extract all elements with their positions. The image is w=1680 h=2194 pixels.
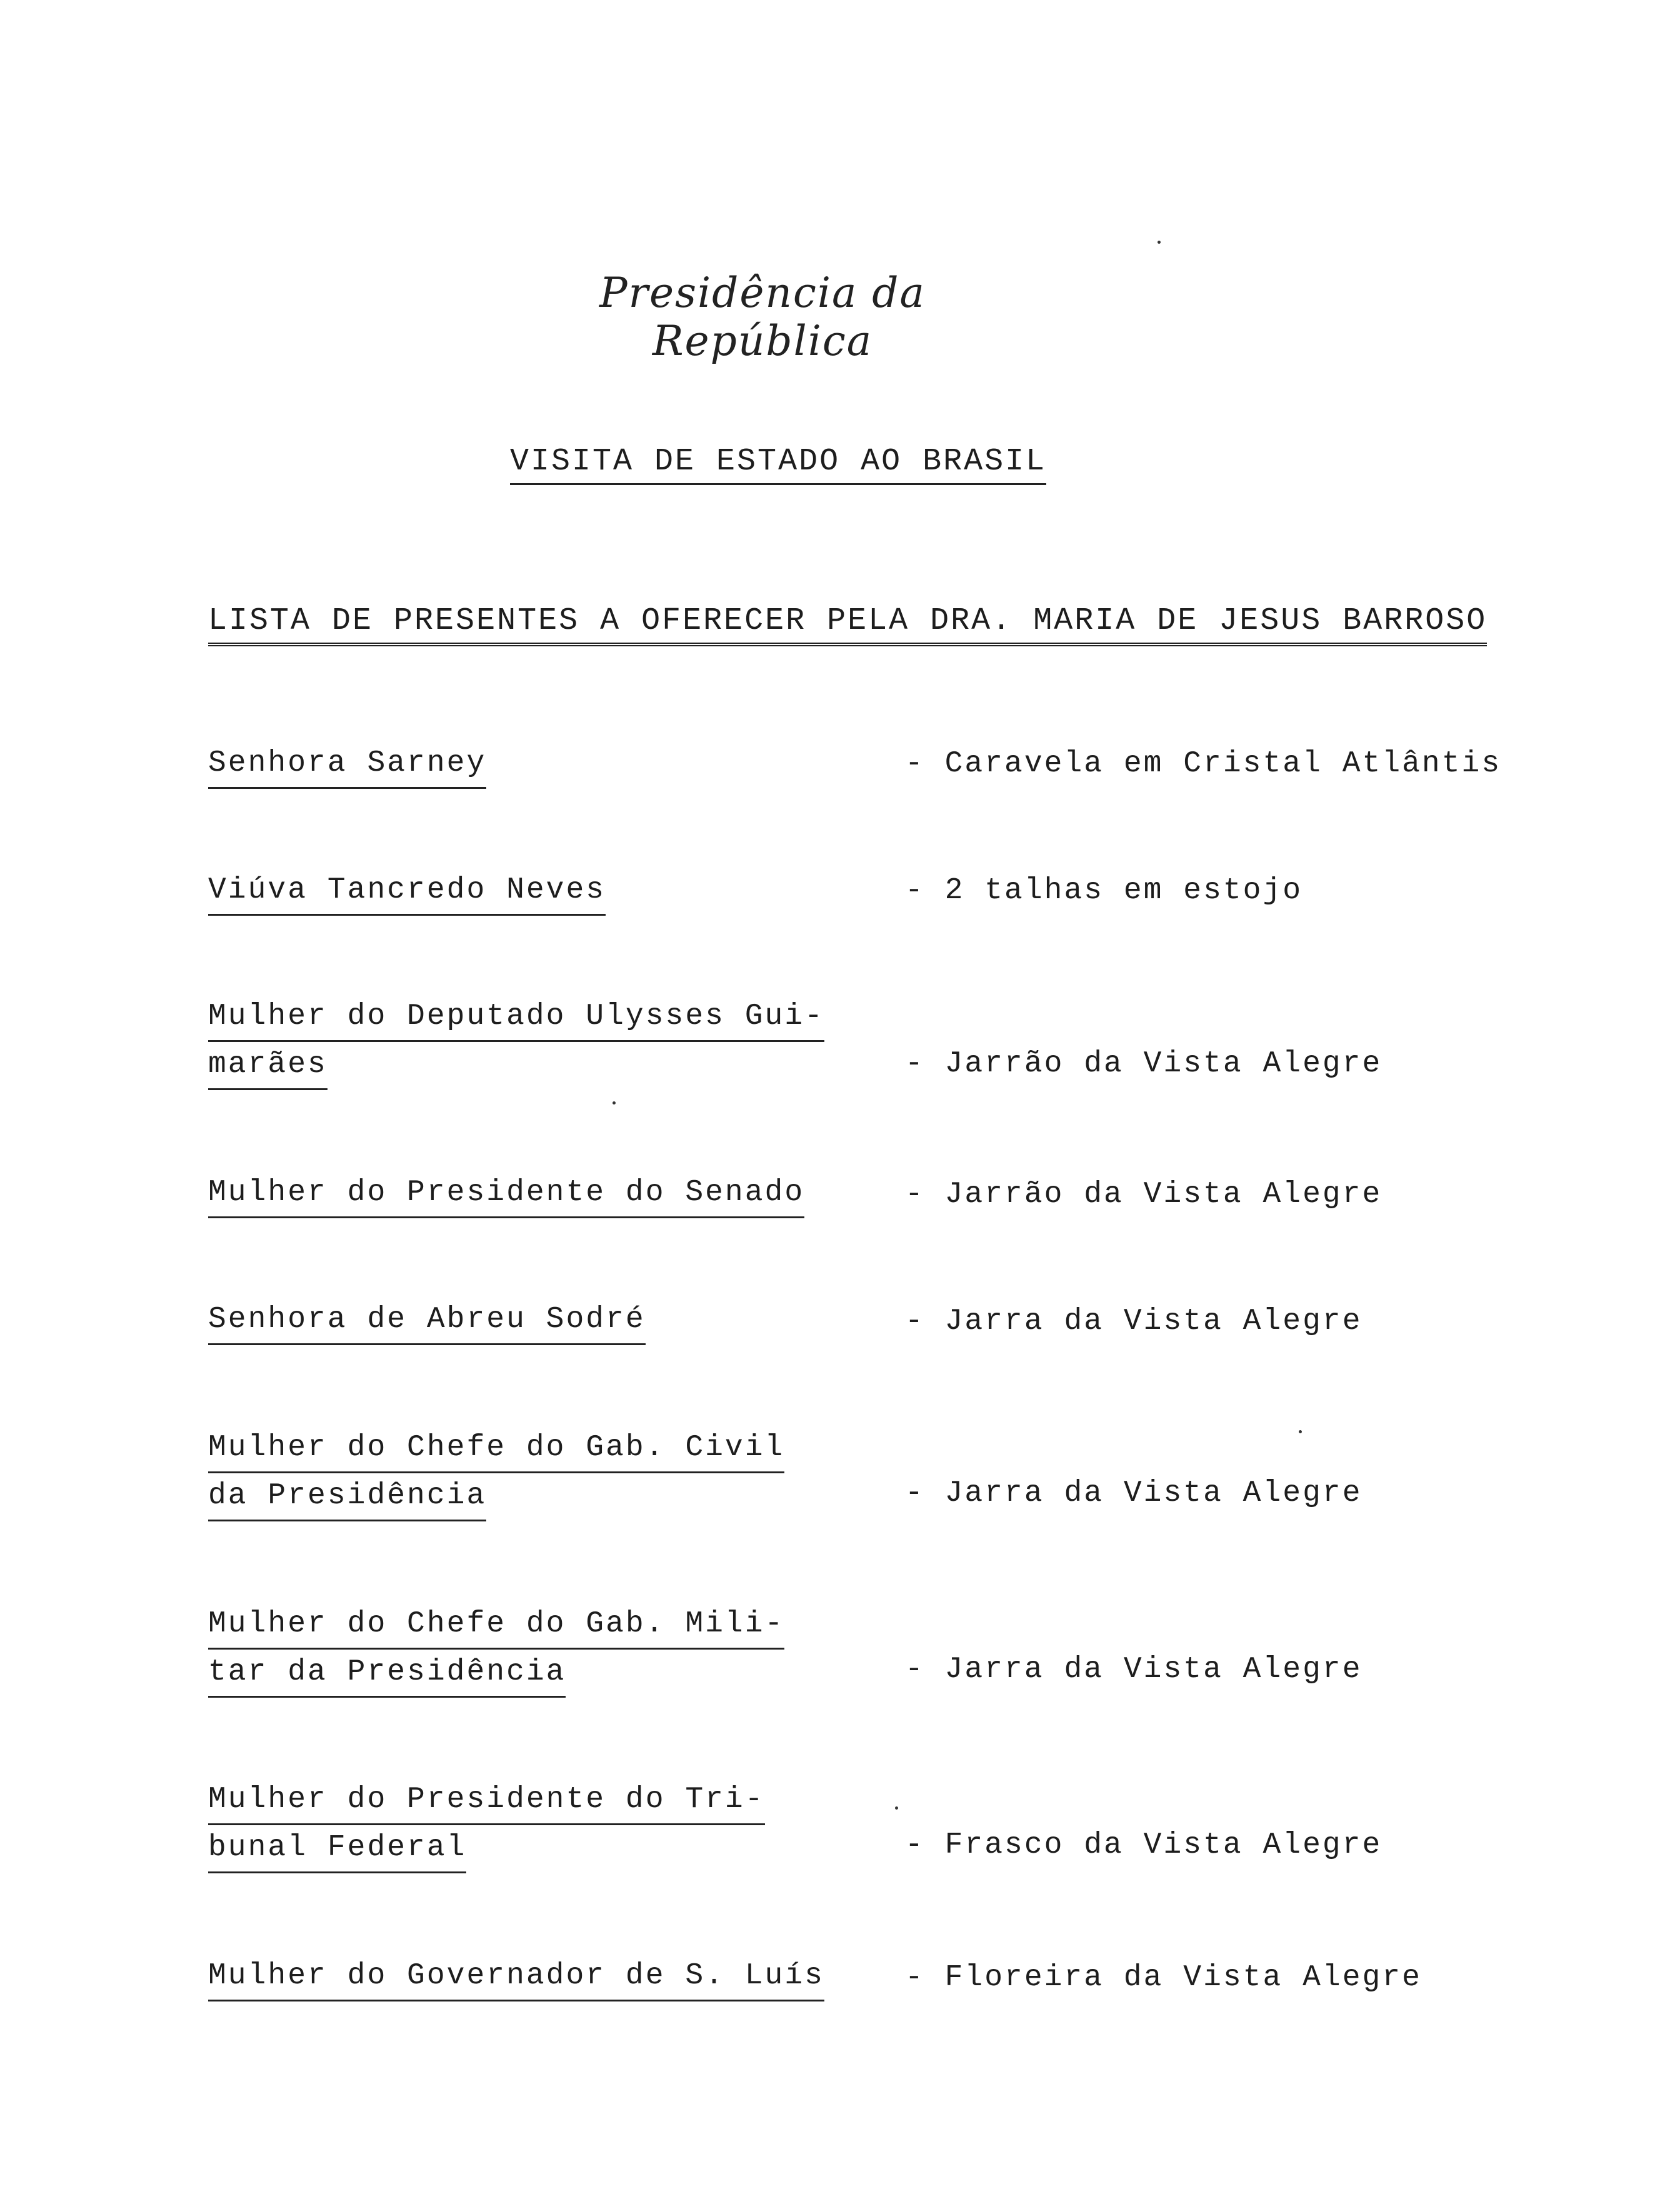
gift-description: - Floreira da Vista Alegre: [905, 1961, 1422, 1995]
scan-speck: [1158, 241, 1161, 244]
recipient-line: Mulher do Presidente do Tri-: [208, 1777, 765, 1825]
recipient-name: [208, 994, 824, 1090]
gift-description: - 2 talhas em estojo: [905, 874, 1303, 908]
scan-speck: [895, 1806, 898, 1810]
recipient-line: Senhora de Abreu Sodré: [208, 1297, 646, 1345]
recipient-line: Senhora Sarney: [208, 741, 486, 789]
document-title: VISITA DE ESTADO AO BRASIL: [510, 444, 1046, 485]
recipient-line: bunal Federal: [208, 1825, 466, 1873]
recipient-name: [208, 741, 486, 789]
recipient-name: [208, 1170, 804, 1218]
scan-speck: [1299, 1430, 1302, 1433]
list-heading: LISTA DE PRESENTES A OFERECER PELA DRA. MARIA DE JESUS BARROSO: [208, 603, 1487, 646]
letterhead-script: Presidência da República: [599, 269, 926, 365]
recipient-line: Mulher do Chefe do Gab. Civil: [208, 1425, 784, 1473]
recipient-line: Mulher do Chefe do Gab. Mili-: [208, 1601, 784, 1650]
recipient-line: da Presidência: [208, 1473, 486, 1521]
recipient-name: [208, 1425, 784, 1521]
recipient-name: [208, 1953, 824, 2001]
gift-description: - Jarrão da Vista Alegre: [905, 1178, 1382, 1211]
gift-description: - Jarra da Vista Alegre: [905, 1653, 1362, 1686]
gift-description: - Frasco da Vista Alegre: [905, 1828, 1382, 1862]
gift-description: - Caravela em Cristal Atlântis: [905, 747, 1502, 781]
gift-description: - Jarrão da Vista Alegre: [905, 1047, 1382, 1081]
recipient-line: Mulher do Presidente do Senado: [208, 1170, 804, 1218]
scan-speck: [612, 1101, 616, 1105]
recipient-name: [208, 1777, 765, 1873]
gift-description: - Jarra da Vista Alegre: [905, 1305, 1362, 1338]
recipient-name: [208, 1601, 784, 1698]
recipient-line: tar da Presidência: [208, 1650, 566, 1698]
recipient-line: Mulher do Governador de S. Luís: [208, 1953, 824, 2001]
recipient-line: Mulher do Deputado Ulysses Gui-: [208, 994, 824, 1042]
recipient-line: Viúva Tancredo Neves: [208, 868, 606, 916]
recipient-name: [208, 1297, 646, 1345]
recipient-line: marães: [208, 1042, 328, 1090]
gift-description: - Jarra da Vista Alegre: [905, 1476, 1362, 1510]
recipient-name: [208, 868, 606, 916]
